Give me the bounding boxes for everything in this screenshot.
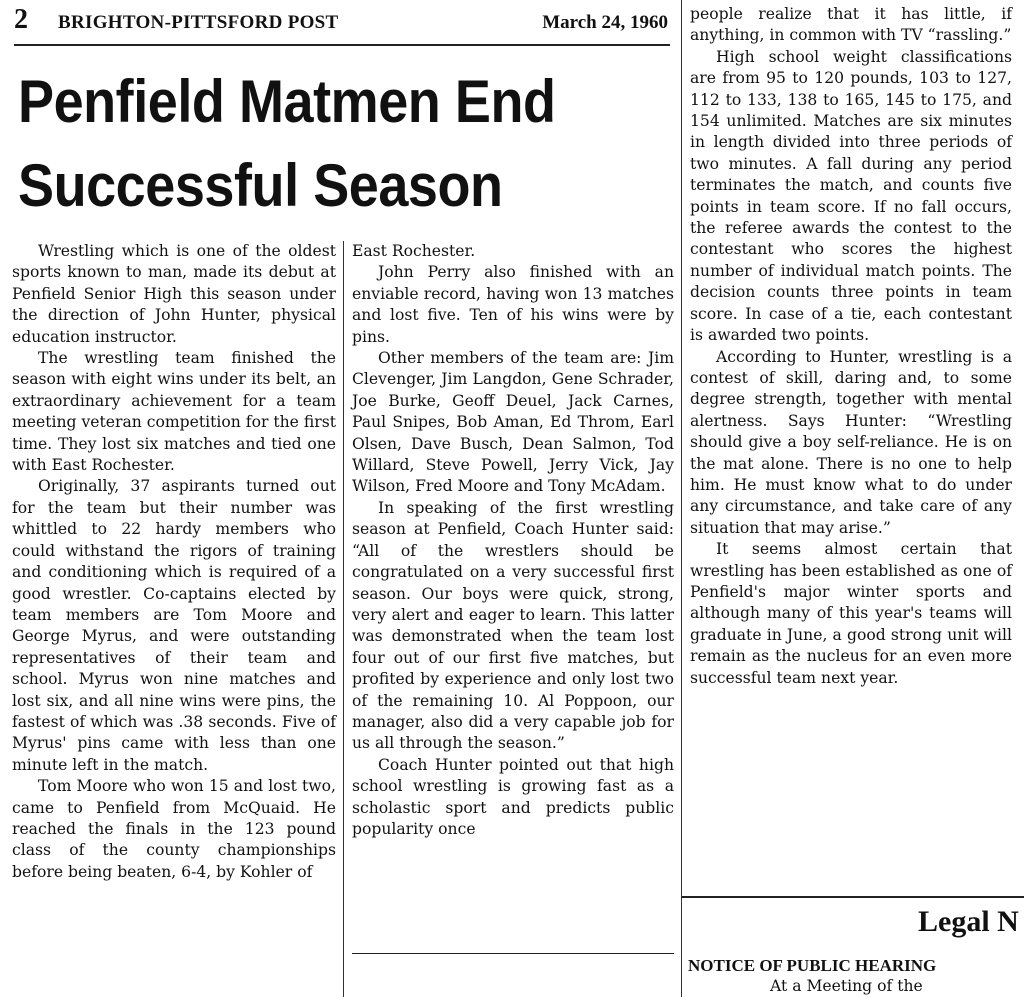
headline-line-2: Successful Season [18, 152, 503, 219]
article-headline [18, 60, 603, 228]
article-column-3 [690, 4, 1012, 689]
paragraph: John Perry also finished with an enviable record, having won 13 matches and lost five. Ten of his wins were by pins. [352, 263, 674, 346]
page-number: 2 [14, 4, 28, 35]
section-rule [682, 896, 1024, 898]
article-column-1 [12, 241, 336, 883]
paragraph: Originally, 37 aspirants turned out for the team but their number was whittled to 22 hardy members who could withstand the rigors of training and conditioning which is required of a good wrestler. Co-captains elected by team members are Tom Moore and George Myrus, and were outstanding representatives of their team and school. Myrus won nine matches and lost six, and all nine wins were pins, the fastest of which was .38 seconds. Five of Myrus' pins came with less than one minute left in the match. [12, 477, 336, 774]
paragraph: It seems almost certain that wrestling has been established as one of Penfield's major winter sports and although many of this year's teams will graduate in June, a good strong unit will remain as the nucleus for an even more successful team next year. [690, 540, 1012, 687]
paragraph: East Rochester. [352, 242, 476, 260]
masthead-rule [14, 44, 670, 46]
masthead [14, 2, 668, 42]
paragraph: According to Hunter, wrestling is a contest of skill, daring and, to some degree strength, together with mental alertness. Says Hunter: “Wrestling should give a boy self-reliance. He is on the mat alone. There is no one to help him. He must know what to do under any circumstance, and take care of any situation that may arise.” [690, 347, 1012, 537]
legal-notices-heading: Legal N [918, 905, 1019, 938]
paragraph: In speaking of the first wrestling season at Penfield, Coach Hunter said: “All of the wrestlers should be congratulated on a very successful first season. Our boys were quick, strong, very alert and eager to learn. This latter was demonstrated when the team lost four out of our first five matches, but profited by experience and only lost two of the remaining 10. Al Poppoon, our manager, also did a very capable job for us all through the season.” [352, 498, 674, 753]
paragraph: The wrestling team finished the season with eight wins under its belt, an extraordinary achievement for a team meeting veteran competition for the first time. They lost six matches and tied one with East Rochester. [12, 349, 336, 475]
article-column-2 [352, 241, 674, 840]
issue-date: March 24, 1960 [542, 12, 668, 33]
column-end-rule [352, 953, 674, 954]
headline-line-1: Penfield Matmen End [18, 68, 556, 135]
paragraph: High school weight classifications are from 95 to 120 pounds, 103 to 127, 112 to 133, 138 to 165, 145 to 175, and 154 unlimited. Matches are six minutes in length divided into three periods of two minutes. A fall during any period terminates the match, and counts five points in team score. If no fall occurs, the referee awards the contest to the contestant who scores the highest number of individual match points. The decision counts three points in team score. In case of a tie, each contestant is awarded two points. [690, 47, 1012, 345]
column-divider [681, 0, 682, 997]
paragraph: Tom Moore who won 15 and lost two, came to Penfield from McQuaid. He reached the finals in the 123 pound class of the county championships before being beaten, 6-4, by Kohler of [12, 777, 336, 881]
publication-name: BRIGHTON-PITTSFORD POST [58, 12, 339, 33]
paragraph: people realize that it has little, if anything, in common with TV “rassling.” [690, 5, 1012, 45]
paragraph: Coach Hunter pointed out that high school wrestling is growing fast as a scholastic sport and predicts public popularity once [352, 755, 674, 838]
notice-title: NOTICE OF PUBLIC HEARING [688, 956, 937, 975]
paragraph: Other members of the team are: Jim Clevenger, Jim Langdon, Gene Schrader, Joe Burke, Geoff Deuel, Jack Carnes, Paul Snipes, Bob Aman, Ed Throm, Earl Olsen, Dave Busch, Dean Salmon, Tod Willard, Steve Powell, Jerry Vick, Jay Wilson, Fred Moore and Tony McAdam. [352, 349, 674, 496]
column-divider [343, 241, 344, 997]
paragraph: Wrestling which is one of the oldest sports known to man, made its debut at Penfield Senior High this season under the direction of John Hunter, physical education instructor. [12, 242, 336, 346]
notice-body: At a Meeting of the [770, 977, 923, 995]
